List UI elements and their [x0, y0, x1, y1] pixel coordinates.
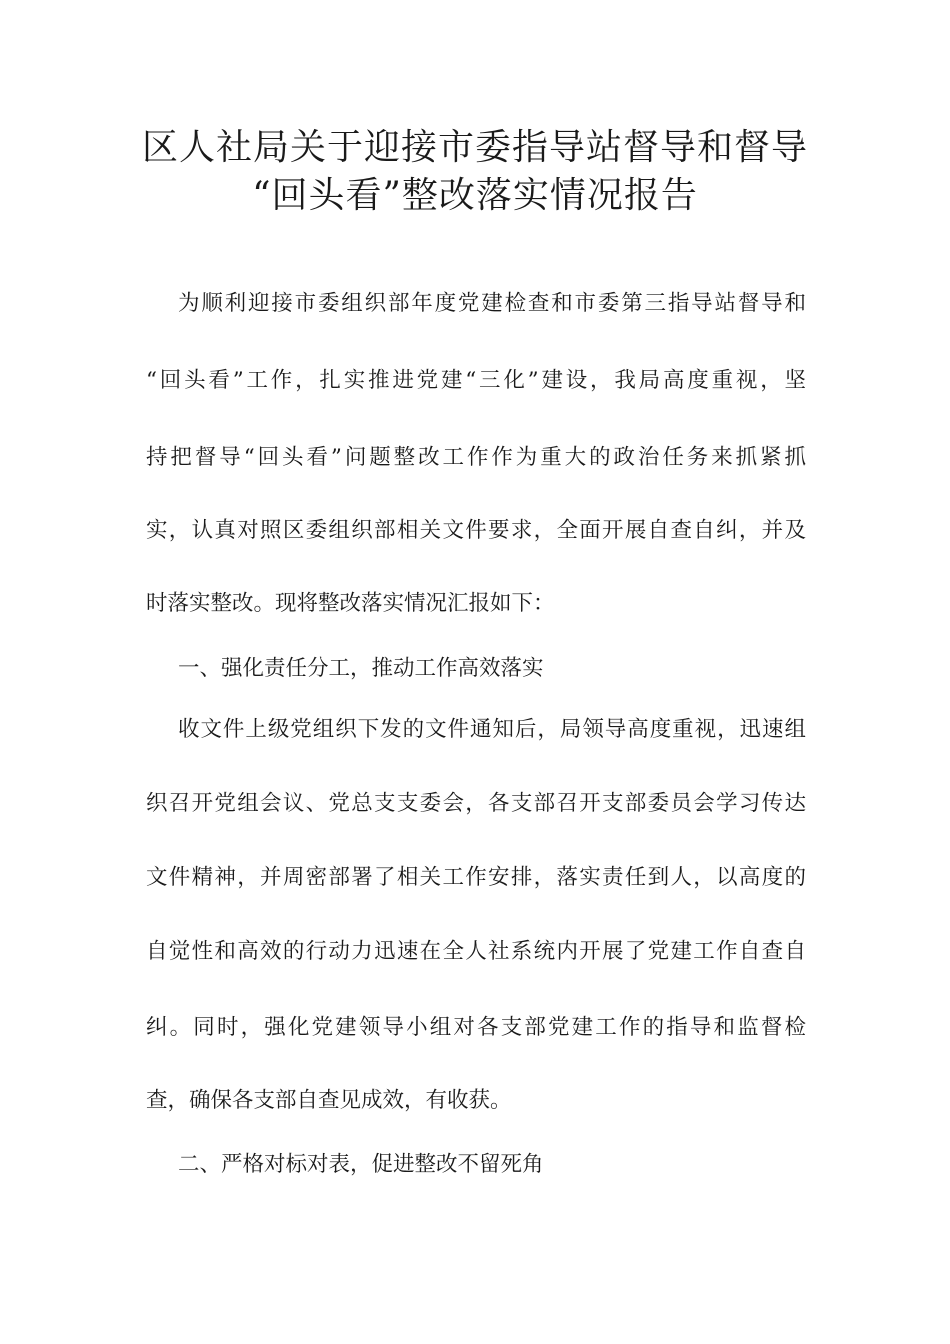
document-title-line-1: 区人社局关于迎接市委指导站督导和督导 [141, 127, 808, 168]
paragraph-2-line-4: 自觉性和高效的行动力迅速在全人社系统内开展了党建工作自查自 [146, 939, 806, 964]
paragraph-1-line-3: 持把督导“回头看”问题整改工作作为重大的政治任务来抓紧抓 [146, 445, 806, 470]
section-heading-1: 一、强化责任分工，推动工作高效落实 [178, 656, 544, 681]
paragraph-2-line-3: 文件精神，并周密部署了相关工作安排，落实责任到人，以高度的 [146, 865, 806, 890]
paragraph-2-line-2: 织召开党组会议、党总支支委会，各支部召开支部委员会学习传达 [146, 791, 806, 816]
paragraph-1-line-4: 实，认真对照区委组织部相关文件要求，全面开展自查自纠，并及 [146, 518, 806, 543]
paragraph-2-line-1: 收文件上级党组织下发的文件通知后，局领导高度重视，迅速组 [178, 717, 806, 742]
paragraph-2-line-5: 纠。同时，强化党建领导小组对各支部党建工作的指导和监督检 [146, 1015, 806, 1040]
paragraph-2-line-6: 查，确保各支部自查见成效，有收获。 [146, 1088, 512, 1113]
paragraph-1-line-1: 为顺利迎接市委组织部年度党建检查和市委第三指导站督导和 [178, 291, 806, 316]
paragraph-1-line-5: 时落实整改。现将整改落实情况汇报如下： [146, 591, 555, 616]
paragraph-1-line-2: “回头看”工作，扎实推进党建“三化”建设，我局高度重视，坚 [146, 368, 806, 393]
document-title-line-2: “回头看”整改落实情况报告 [252, 175, 698, 216]
section-heading-2: 二、严格对标对表，促进整改不留死角 [178, 1152, 544, 1177]
